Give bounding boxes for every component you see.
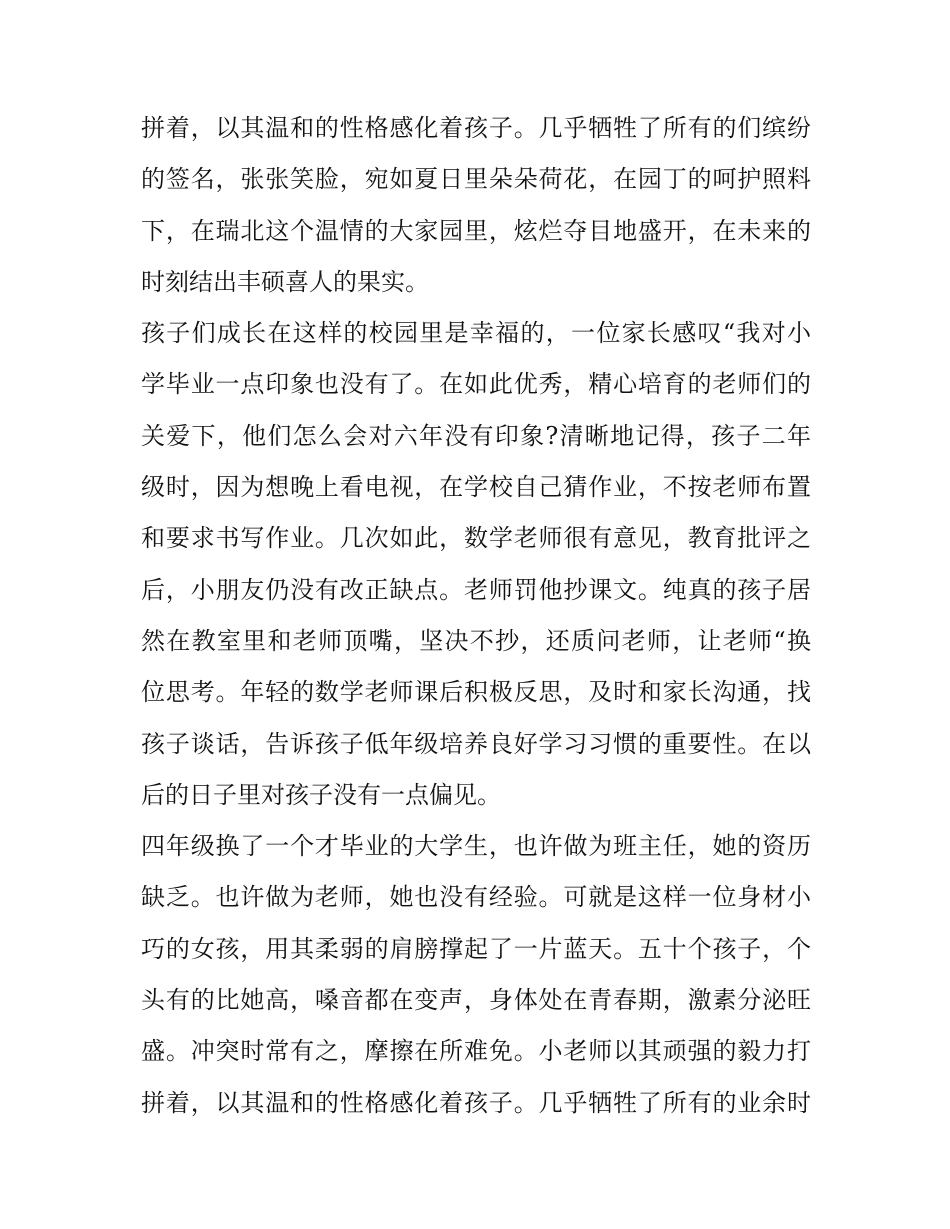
paragraph-line: 孩子们成长在这样的校园里是幸福的，一位家长感叹“我对小: [141, 319, 811, 348]
paragraph-line: 和要求书写作业。几次如此，数学老师很有意见，教育批评之: [141, 524, 811, 553]
paragraph-line: 时刻结出丰硕喜人的果实。: [141, 267, 429, 296]
paragraph-2: [141, 308, 811, 821]
paragraph-line: 学毕业一点印象也没有了。在如此优秀，精心培育的老师们的: [141, 370, 811, 399]
paragraph-line: 巧的女孩，用其柔弱的肩膀撑起了一片蓝天。五十个孩子，个: [141, 934, 811, 963]
paragraph-1: [141, 103, 811, 308]
paragraph-line: 位思考。年轻的数学老师课后积极反思，及时和家长沟通，找: [141, 678, 811, 707]
document-body: [141, 103, 811, 1129]
paragraph-line: 后，小朋友仍没有改正缺点。老师罚他抄课文。纯真的孩子居: [141, 575, 811, 604]
paragraph-line: 盛。冲突时常有之，摩擦在所难免。小老师以其顽强的毅力打: [141, 1037, 811, 1066]
paragraph-line: 级时，因为想晚上看电视，在学校自己猜作业，不按老师布置: [141, 473, 811, 502]
paragraph-3: [141, 821, 811, 1129]
paragraph-line: 头有的比她高，嗓音都在变声，身体处在青春期，激素分泌旺: [141, 986, 811, 1015]
paragraph-line: 拼着，以其温和的性格感化着孩子。几乎牺牲了所有的们缤纷: [141, 114, 811, 142]
paragraph-line: 然在教室里和老师顶嘴，坚决不抄，还质问老师，让老师“换: [141, 626, 811, 655]
paragraph-line: 四年级换了一个才毕业的大学生，也许做为班主任，她的资历: [141, 832, 811, 861]
paragraph-line: 拼着，以其温和的性格感化着孩子。几乎牺牲了所有的业余时: [141, 1088, 811, 1117]
paragraph-line: 缺乏。也许做为老师，她也没有经验。可就是这样一位身材小: [141, 883, 811, 912]
paragraph-line: 下，在瑞北这个温情的大家园里，炫烂夺目地盛开，在未来的: [141, 216, 811, 245]
paragraph-line: 孩子谈话，告诉孩子低年级培养良好学习习惯的重要性。在以: [141, 729, 811, 758]
paragraph-line: 后的日子里对孩子没有一点偏见。: [141, 780, 501, 809]
paragraph-line: 关爱下，他们怎么会对六年没有印象?清晰地记得，孩子二年: [141, 421, 811, 450]
paragraph-line: 的签名，张张笑脸，宛如夏日里朵朵荷花，在园丁的呵护照料: [141, 165, 811, 194]
